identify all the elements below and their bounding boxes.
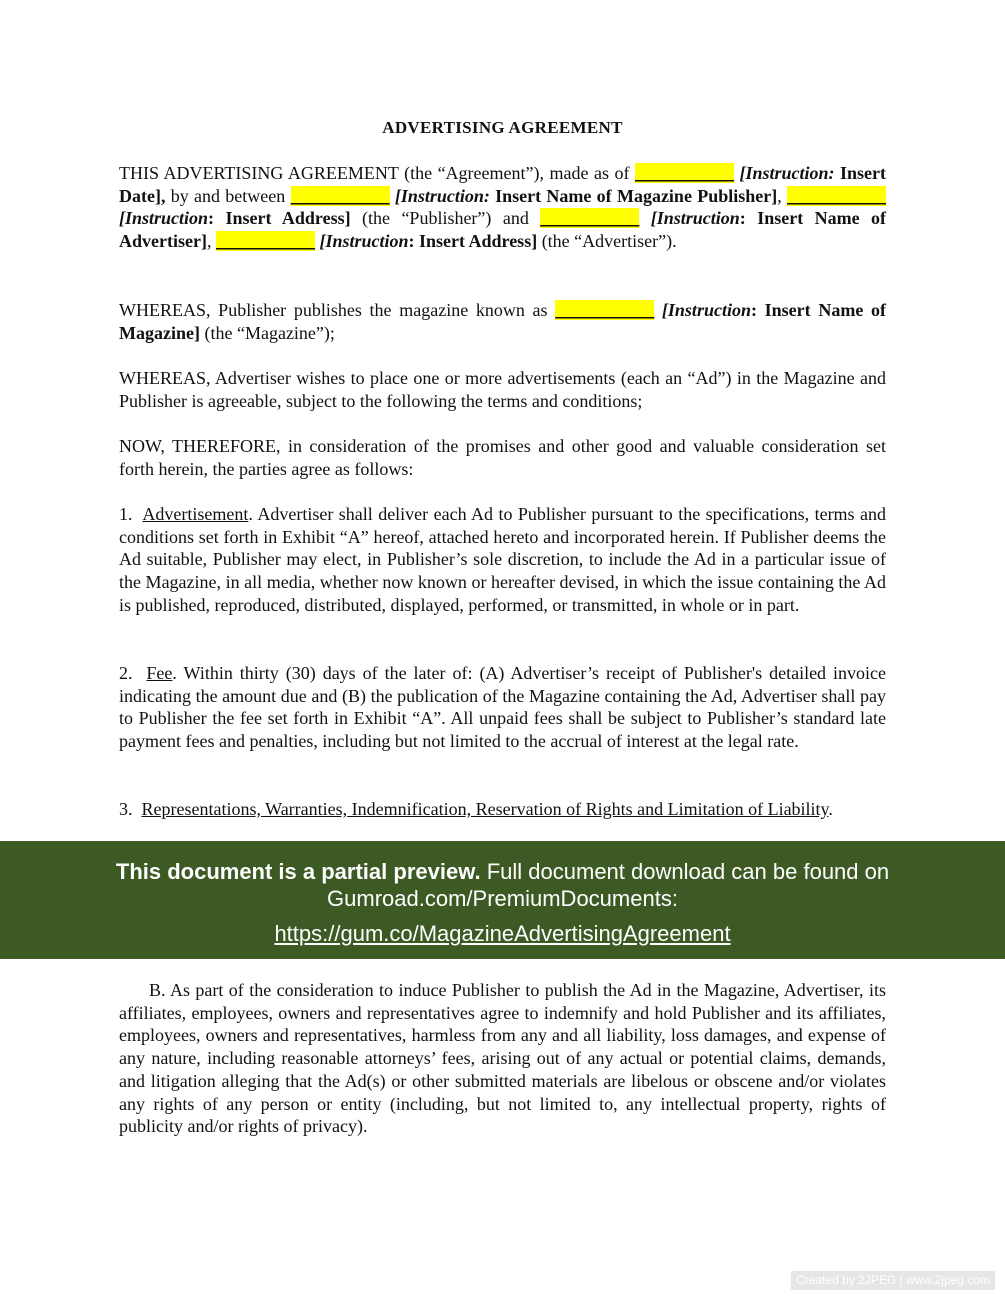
section-number: 2. bbox=[119, 663, 147, 683]
section-heading: Advertisement bbox=[142, 504, 249, 524]
instruction: [Instruction bbox=[661, 300, 751, 320]
text: WHEREAS, Publisher publishes the magazine known as bbox=[119, 300, 556, 320]
text: , bbox=[777, 185, 787, 206]
magazine-name-blank: ___________ bbox=[555, 300, 655, 320]
indemnification-paragraph-b: B. As part of the consideration to induce Publisher to publish the Ad in the Magazine, Advertiser, its affiliates, employees, owners and representatives agree to indemnify and hold Publisher and its affiliates, employees, owners and representatives, harmless from any and all liability, loss damages, and expense of any nature, including reasonable attorneys’ fees, arising out of any actual or potential claims, demands, and litigation alleging that the Ad(s) or other submitted materials are libelous or obscene and/or violates any rights of any person or entity (including, but not limited to, any intellectual property, rights of publicity and/or rights of privacy). bbox=[119, 980, 886, 1137]
section-number: 3. bbox=[119, 799, 142, 819]
text: , bbox=[206, 231, 216, 252]
instruction: [Instruction bbox=[119, 208, 209, 229]
preview-notice-bold: This document is a partial preview. bbox=[115, 859, 481, 884]
preview-notice-text: Full document download can be found on Gumroad.com/PremiumDocuments: bbox=[327, 859, 890, 911]
instruction: [Instruction bbox=[319, 231, 409, 252]
instruction: : Insert Name of Advertiser] bbox=[119, 208, 887, 252]
text: (the “Advertiser”). bbox=[537, 231, 677, 252]
watermark-footer: Created by 2JPEG | www.2jpeg.com bbox=[791, 1271, 995, 1290]
advertiser-address-blank: ___________ bbox=[215, 231, 315, 252]
date-blank: ___________ bbox=[634, 163, 734, 183]
section-heading: Representations, Warranties, Indemnification, Reservation of Rights and Limitation of Liability bbox=[141, 799, 829, 819]
instruction: Insert Name of Magazine Publisher] bbox=[489, 185, 778, 206]
whereas-magazine-paragraph bbox=[119, 299, 886, 344]
preview-notice bbox=[40, 858, 965, 912]
text: THIS ADVERTISING AGREEMENT (the “Agreement”), made as of bbox=[119, 163, 635, 183]
section-text: . bbox=[828, 799, 833, 819]
section-number: 1. bbox=[119, 504, 143, 524]
text: by and between bbox=[165, 185, 291, 206]
section-representations bbox=[119, 798, 886, 821]
preview-banner bbox=[0, 841, 1005, 959]
section-heading: Fee bbox=[146, 663, 173, 683]
section-fee bbox=[119, 662, 886, 753]
advertiser-name-blank: ___________ bbox=[540, 208, 640, 229]
section-text: . Within thirty (30) days of the later of: (A) Advertiser’s receipt of Publisher's detailed invoice indicating the amount due and (B) the publication of the Magazine containing the Ad, Advertiser shall pay to Publisher the fee set forth in Exhibit “A”. All unpaid fees shall be subject to Publisher’s standard late payment fees and penalties, including but not limited to the accrual of interest at the legal rate. bbox=[119, 663, 886, 752]
section-text: . Advertiser shall deliver each Ad to Publisher pursuant to the specifications, terms and conditions set forth in Exhibit “A” hereof, attached hereto and incorporated herein. If Publisher deems the Ad suitable, Publisher may elect, in Publisher’s sole discretion, to include the Ad in a particular issue of the Magazine, in all media, whether now known or hereafter devised, in which the issue containing the Ad is published, reproduced, distributed, displayed, performed, or transmitted, in whole or in part. bbox=[119, 504, 886, 615]
document-title: ADVERTISING AGREEMENT bbox=[382, 118, 623, 137]
instruction: [Instruction: bbox=[739, 163, 835, 183]
instruction: : Insert Address] bbox=[408, 231, 538, 252]
instruction: : Insert Address] bbox=[208, 208, 351, 229]
publisher-address-blank: ___________ bbox=[787, 185, 886, 206]
intro-paragraph bbox=[119, 162, 886, 253]
section-advertisement bbox=[119, 503, 886, 617]
text: (the “Magazine”); bbox=[199, 322, 335, 343]
instruction: : Insert Name of Magazine] bbox=[119, 300, 886, 343]
publisher-name-blank: ___________ bbox=[290, 185, 390, 206]
instruction: [Instruction bbox=[650, 208, 740, 229]
instruction: Insert Date], bbox=[119, 163, 886, 206]
text: (the “Publisher”) and bbox=[350, 208, 541, 229]
instruction: [Instruction: bbox=[394, 185, 490, 206]
whereas-advertiser-paragraph: WHEREAS, Advertiser wishes to place one or more advertisements (each an “Ad”) in the Magazine and Publisher is agreeable, subject to the following the terms and conditions; bbox=[119, 368, 886, 411]
download-link[interactable]: https://gum.co/MagazineAdvertisingAgreement bbox=[274, 921, 731, 946]
now-therefore-paragraph: NOW, THEREFORE, in consideration of the promises and other good and valuable consideration set forth herein, the parties agree as follows: bbox=[119, 436, 886, 479]
